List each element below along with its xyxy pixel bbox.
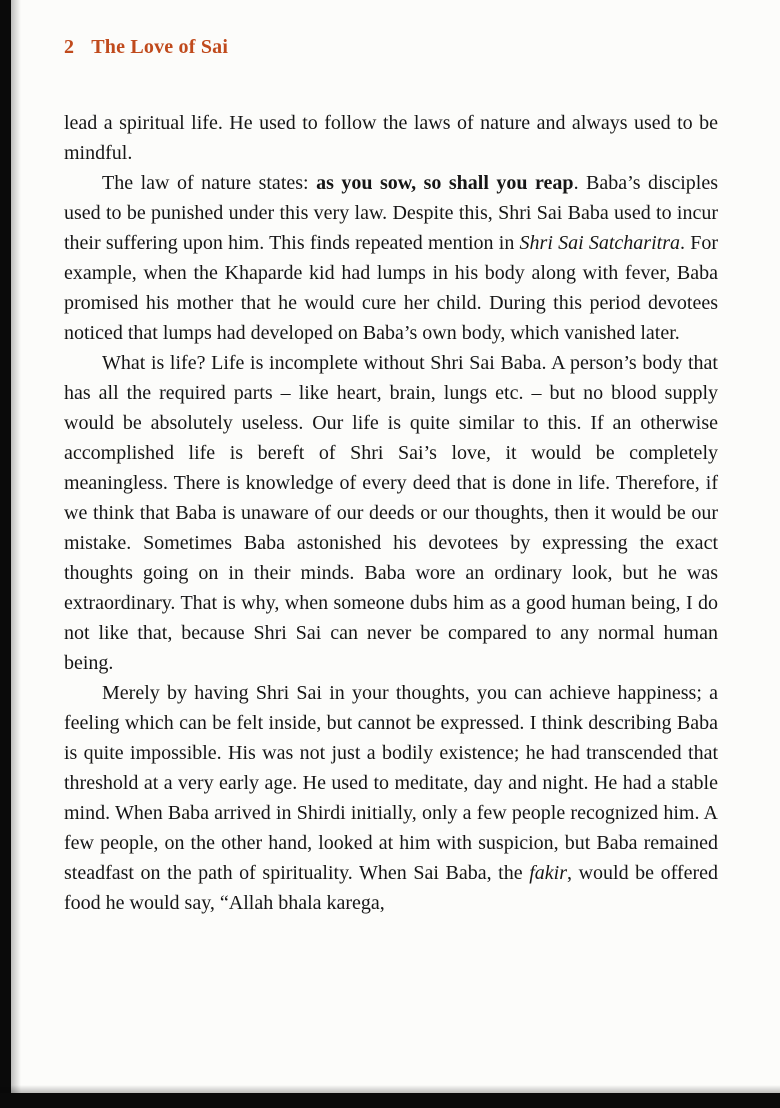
paragraph <box>64 168 718 348</box>
text-segment-italic: fakir <box>529 862 567 884</box>
paragraph <box>64 108 718 168</box>
text-segment: . Baba’s disciples used to be punished under this very law. Despite this, Shri Sai Baba used to incur their suffering upon him. This finds repeated mention in <box>64 172 718 254</box>
page-header <box>64 36 228 59</box>
text-segment-italic: Shri Sai Satcharitra <box>519 232 680 254</box>
body-text <box>64 108 718 918</box>
text-segment: The law of nature states: <box>102 172 317 194</box>
text-segment-bold: as you sow, so shall you reap <box>316 172 574 194</box>
running-title: The Love of Sai <box>91 36 229 58</box>
text-segment: What is life? Life is incomplete without Shri Sai Baba. A person’s body that has all the required parts – like heart, brain, lungs etc. – but no blood supply would be absolutely useless. Our life is quite similar to this. If an otherwise accomplished life is bereft of Shri Sai’s love, it would be completely meaningless. There is knowledge of every deed that is done in life. Therefore, if we think that Baba is unaware of our deeds or our thoughts, then it would be our mistake. Sometimes Baba astonished his devotees by expressing the exact thoughts going on in their minds. Baba wore an ordinary look, but he was extraordinary. That is why, when someone dubs him as a good human being, I do not like that, because Shri Sai can never be compared to any normal human being. <box>64 352 718 674</box>
text-segment: Merely by having Shri Sai in your thoughts, you can achieve happiness; a feeling which can be felt inside, but cannot be expressed. I think describing Baba is quite impossible. His was not just a bodily existence; he had transcended that threshold at a very early age. He used to meditate, day and night. He had a stable mind. When Baba arrived in Shirdi initially, only a few people recognized him. A few people, on the other hand, looked at him with suspicion, but Baba remained steadfast on the path of spirituality. When Sai Baba, the <box>64 682 718 884</box>
text-segment: , would be offered food he would say, “Allah bhala karega, <box>64 862 718 914</box>
scan-edge-bottom <box>0 1093 780 1108</box>
scan-edge-left <box>0 0 11 1108</box>
page-number: 2 <box>64 36 75 58</box>
paragraph <box>64 348 718 678</box>
text-segment: lead a spiritual life. He used to follow the laws of nature and always used to be mindful. <box>64 112 718 164</box>
paragraph <box>64 678 718 918</box>
text-segment: . For example, when the Khaparde kid had lumps in his body along with fever, Baba promised his mother that he would cure her child. During this period devotees noticed that lumps had developed on Baba’s own body, which vanished later. <box>64 232 718 344</box>
